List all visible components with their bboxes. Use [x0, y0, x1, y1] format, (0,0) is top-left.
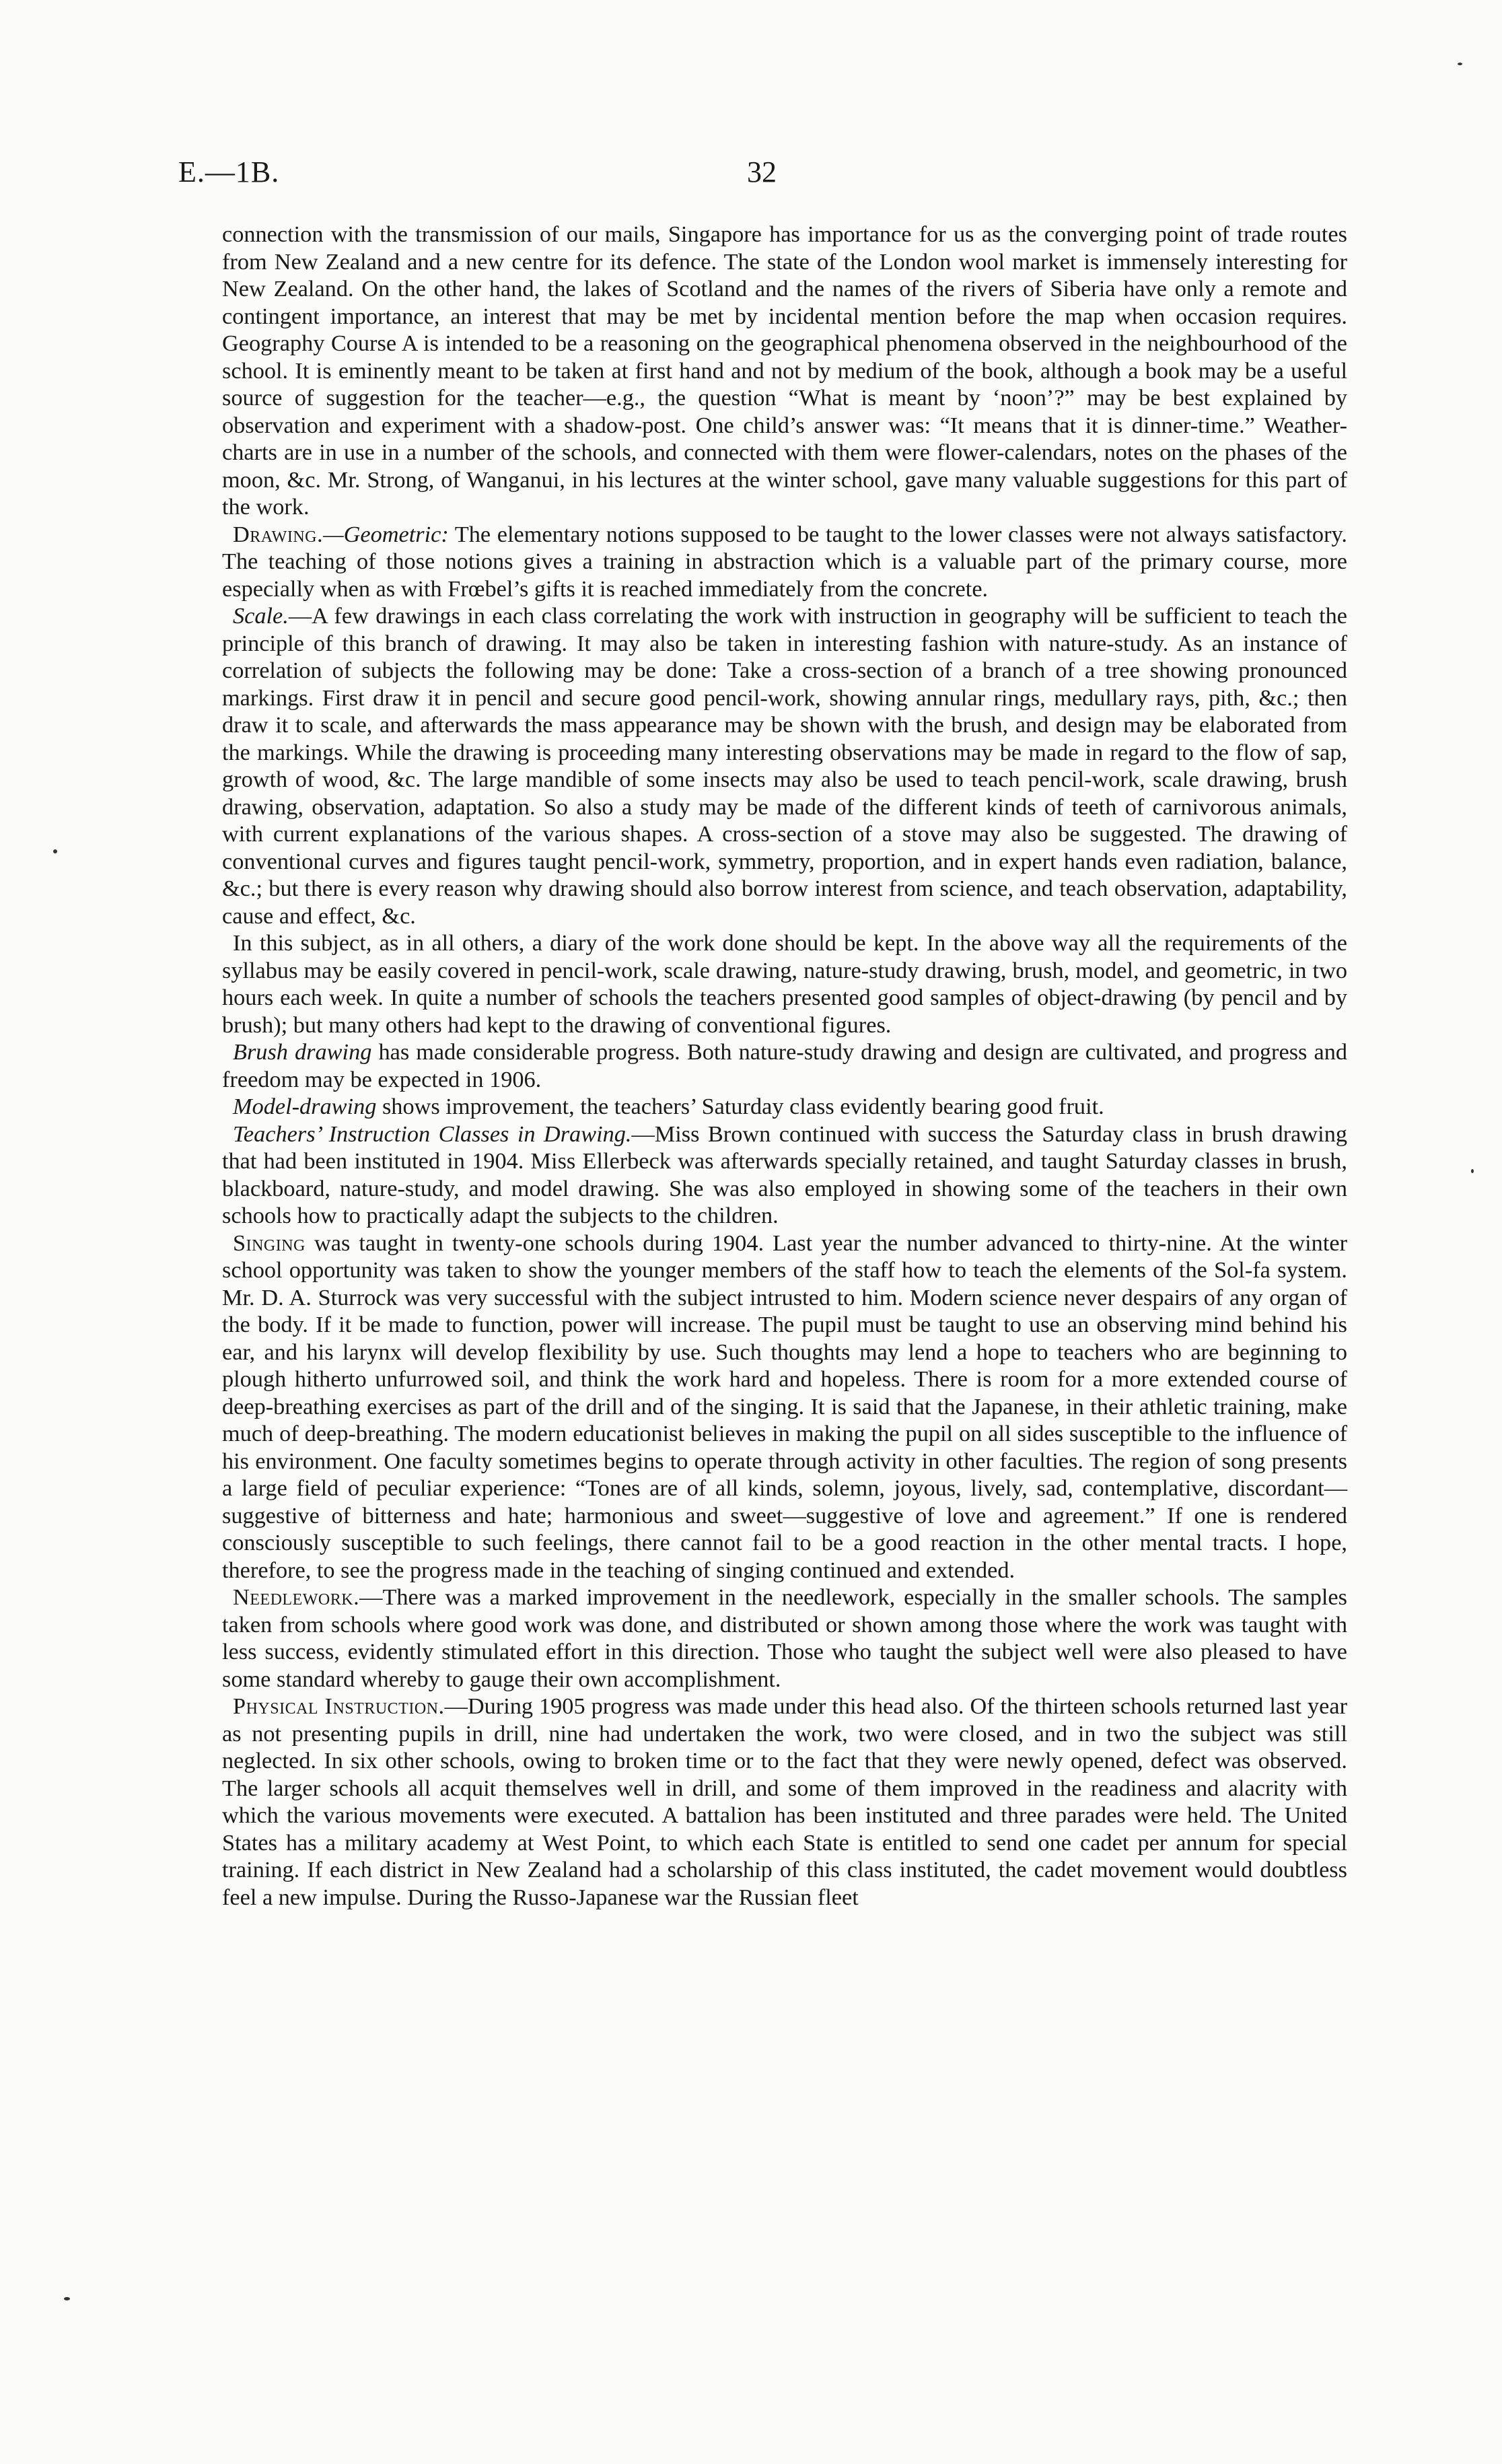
scan-speck: [1471, 1169, 1474, 1173]
section-heading-singing: Singing: [233, 1230, 306, 1256]
paragraph-model-drawing: Model-drawing shows improvement, the teachers’ Saturday class evidently bearing good fruit.: [233, 1094, 1104, 1119]
page-header: [178, 155, 1322, 202]
subheading-brush-drawing: Brush drawing: [233, 1039, 372, 1065]
subheading-scale: Scale.: [233, 603, 289, 629]
scan-speck: [1458, 63, 1462, 65]
paragraph-singing: Singing was taught in twenty-one schools during 1904. Last year the number advanced to thirty-nine. At the winter school opportunity was taken to show the younger members of the staff how to teach the elements of the Sol-fa system. Mr. D. A. Sturrock was very successful with the subject intrusted to him. Modern science never despairs of any organ of the body. If it be made to function, power will increase. The pupil must be taught to use an observing mind behind his ear, and his larynx will develop flexibility by use. Such thoughts may lend a hope to teachers who are beginning to plough hitherto unfurrowed soil, and think the work hard and hopeless. There is room for a more extended course of deep-breathing exercises as part of the drill and of the singing. It is said that the Japanese, in their athletic training, make much of deep-breathing. The modern educationist believes in making the pupil on all sides susceptible to the influence of his environment. One faculty sometimes begins to operate through activity in other faculties. The region of song presents a large field of peculiar experience: “Tones are of all kinds, solemn, joyous, lively, sad, contemplative, discordant—suggestive of bitterness and hate; harmonious and sweet—suggestive of love and agreement.” If one is rendered consciously susceptible to such feelings, there cannot fail to be a good reaction in the other mental tracts. I hope, therefore, to see the progress made in the teaching of singing continued and extended.: [222, 1230, 1347, 1583]
subheading-teachers-classes: Teachers’ Instruction Classes in Drawing.: [233, 1121, 632, 1147]
paragraph-brush-drawing: Brush drawing has made considerable progress. Both nature-study drawing and design are cultivated, and progress and freedom may be expected in 1906.: [222, 1039, 1347, 1092]
scan-speck: [53, 849, 57, 853]
subheading-model-drawing: Model-drawing: [233, 1094, 377, 1119]
paragraph-teachers-classes: Teachers’ Instruction Classes in Drawing.—Miss Brown continued with success the Saturday class in brush drawing that had been instituted in 1904. Miss Ellerbeck was afterwards specially retained, and taught Saturday classes in brush, blackboard, nature-study, and model drawing. She was also employed in showing some of the teachers in their own schools how to practically adapt the subjects to the children.: [222, 1121, 1347, 1228]
document-reference: E.—1B.: [178, 155, 280, 188]
paragraph-drawing-geometric: Drawing.—Geometric: The elementary notions supposed to be taught to the lower classes were not always satisfactory. The teaching of those notions gives a training in abstraction which is a valuable part of the primary course, more especially when as with Frœbel’s gifts it is reached immediately from the concrete.: [222, 521, 1347, 602]
page-number: 32: [747, 155, 777, 188]
subheading-geometric: —Geometric:: [323, 521, 449, 547]
paragraph-physical-instruction: Physical Instruction.—During 1905 progress was made under this head also. Of the thirteen schools returned last year as not presenting pupils in drill, nine had undertaken the work, two were closed, and in two the subject was still neglected. In six other schools, owing to broken time or to the fact that they were newly opened, defect was observed. The larger schools all acquit themselves well in drill, and some of them improved in the readiness and alacrity with which the various movements were executed. A battalion has been instituted and three parades were held. The United States has a military academy at West Point, to which each State is entitled to send one cadet per annum for special training. If each district in New Zealand had a scholarship of this class instituted, the cadet movement would doubtless feel a new impulse. During the Russo-Japanese war the Russian fleet: [222, 1693, 1347, 1910]
paragraph-scale: Scale.—A few drawings in each class correlating the work with instruction in geography will be sufficient to teach the principle of this branch of drawing. It may also be taken in interesting fashion with nature-study. As an instance of correlation of subjects the following may be done: Take a cross-section of a branch of a tree showing pronounced markings. First draw it in pencil and secure good pencil-work, showing annular rings, medullary rays, pith, &c.; then draw it to scale, and afterwards the mass appearance may be shown with the brush, and design may be elaborated from the markings. While the drawing is proceeding many interesting observations may be made in regard to the flow of sap, growth of wood, &c. The large mandible of some insects may also be used to teach pencil-work, scale drawing, brush drawing, observation, adaptation. So also a study may be made of the different kinds of teeth of carnivorous animals, with current explanations of the various shapes. A cross-section of a stove may also be suggested. The drawing of conventional curves and figures taught pencil-work, symmetry, proportion, and in expert hands even radiation, balance, &c.; but there is every reason why drawing should also borrow interest from science, and teach observation, adaptability, cause and effect, &c.: [222, 603, 1347, 929]
section-heading-needlework: Needlework.: [233, 1584, 360, 1610]
scan-speck: [64, 2297, 70, 2300]
paragraph-needlework: Needlework.—There was a marked improvement in the needlework, especially in the smaller schools. The samples taken from schools where good work was done, and distributed or shown among those where the work was taught with less success, evidently stimulated effort in this direction. Those who taught the subject well were also pleased to have some standard whereby to gauge their own accomplishment.: [222, 1584, 1347, 1692]
paragraph-diary: In this subject, as in all others, a diary of the work done should be kept. In the above way all the requirements of the syllabus may be easily covered in pencil-work, scale drawing, nature-study drawing, brush, model, and geometric, in two hours each week. In quite a number of schools the teachers presented good samples of object-drawing (by pencil and by brush); but many others had kept to the drawing of conventional figures.: [222, 930, 1347, 1038]
section-heading-drawing: Drawing.: [233, 521, 324, 547]
body-text: [222, 221, 1347, 1911]
section-heading-physical-instruction: Physical Instruction.: [233, 1693, 445, 1719]
paragraph-geography-continued: connection with the transmission of our mails, Singapore has importance for us as the converging point of trade routes from New Zealand and a new centre for its defence. The state of the London wool market is immensely interesting for New Zealand. On the other hand, the lakes of Scotland and the names of the rivers of Siberia have only a remote and contingent importance, an interest that may be met by incidental mention before the map when occasion requires. Geography Course A is intended to be a reasoning on the geographical phenomena observed in the neighbourhood of the school. It is eminently meant to be taken at first hand and not by medium of the book, although a book may be a useful source of suggestion for the teacher—e.g., the question “What is meant by ‘noon’?” may be best explained by observation and experiment with a shadow-post. One child’s answer was: “It means that it is dinner-time.” Weather-charts are in use in a number of the schools, and connected with them were flower-calendars, notes on the phases of the moon, &c. Mr. Strong, of Wanganui, in his lectures at the winter school, gave many valuable suggestions for this part of the work.: [222, 221, 1347, 520]
